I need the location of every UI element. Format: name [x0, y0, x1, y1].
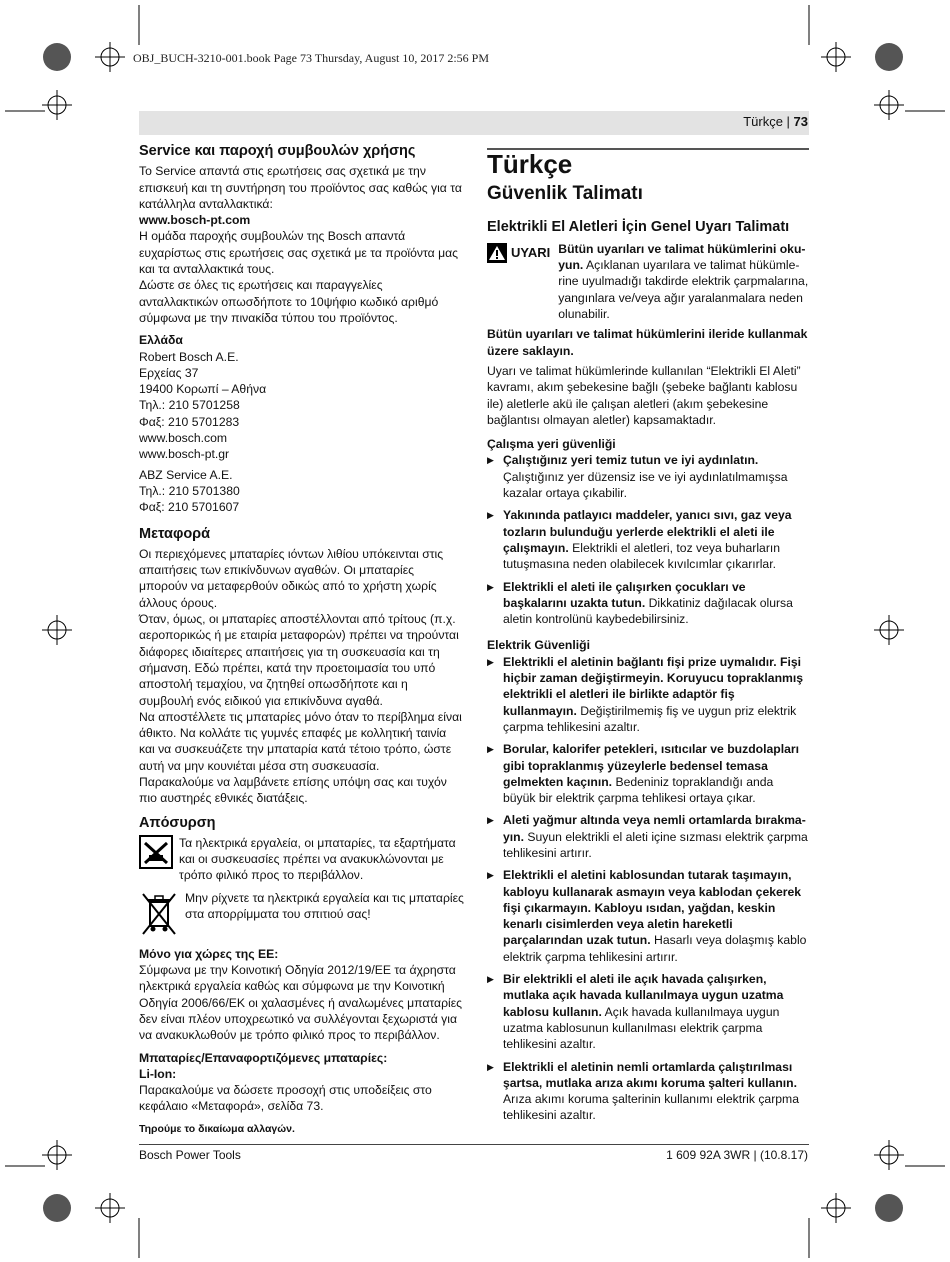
transport-paragraph-3: Να αποστέλλετε τις μπαταρίες μόνο όταν το περίβλημα είναι άθικτο. Να κολλάτε τις γυμνές επαφές με κολλητική ταινία και να συσκευάζετε την μπαταρία κατά τέτοιο τρόπο, ώστε αυτή να μην κουνιέται μέσα στη συσκευασία.: [139, 709, 462, 773]
electrical-heading: Elektrik Güvenliği: [487, 638, 590, 653]
warning-label: [487, 243, 550, 263]
warning-bold: Bütün uyarıları ve talimat hükümlerini okuyun.: [558, 241, 806, 273]
eu-title: Μόνο για χώρες της ΕΕ:: [139, 946, 279, 961]
rights-reserved: Τηρούμε το δικαίωμα αλλαγών.: [139, 1122, 295, 1135]
list-item: ▶ Aleti yağmur altında veya nemli ortamlarda bırakmayın. Suyun elektrikli el aleti içine sızması elektrik çarpma tehlikesini artırır.: [487, 812, 809, 861]
list-item: ▶ Yakınında patlayıcı maddeler, yanıcı sıvı, gaz veya tozların bulunduğu yerlerde elektrikli el aleti ile çalışmayın. Elektrikli el aletleri, toz veya buharların tutuşmasına neden olabilecek kıvılcımlar çıkarırlar.: [487, 507, 809, 572]
li-ion-label: Li-Ion:: [139, 1066, 177, 1081]
footer-left: Bosch Power Tools: [139, 1148, 241, 1162]
disposal-paragraph-1: Τα ηλεκτρικά εργαλεία, οι μπαταρίες, τα εξαρτήματα και οι συσκευασίες πρέπει να ανακυκλώνονται με τρόπο φιλικό προς το περιβάλλον.: [179, 835, 456, 883]
country-heading: Ελλάδα: [139, 333, 183, 348]
workarea-list: [487, 452, 809, 627]
transport-paragraph-2: Όταν, όμως, οι μπαταρίες αποστέλλονται από τρίτους (π.χ. αεροπορικώς ή με εταιρία μεταφορών) πρέπει να τηρούνται διάφορες ιδιαίτερες απαιτήσεις για τη συσκευασία και τη σήμανση. Εδώ πρέπει, κατά την προετοιμασία του υπό αποστολή τεμαχίου, να ζητηθεί οπωσδήποτε και η συμβουλή ενός ειδικού για επικίνδυνα αγαθά.: [139, 612, 459, 708]
running-header: [743, 114, 808, 129]
address-line: Τηλ.: 210 5701258: [139, 398, 240, 413]
header-bar: [139, 111, 809, 135]
eu-paragraph: Σύμφωνα με την Κοινοτική Οδηγία 2012/19/ΕΕ τα άχρηστα ηλεκτρικά εργαλεία καθώς και σύμφωνα με την Κοινοτική Οδηγία 2006/66/ΕΚ οι χαλασμένες ή αναλωμένες μπαταρίες δεν είναι πλέον υποχρεωτικό να συλλέγονται ξεχωριστά για να ανακυκλωθούν με τρόπο φιλικό προς το περιβάλλον.: [139, 963, 463, 1043]
service-paragraph-1: Το Service απαντά στις ερωτήσεις σας σχετικά με την επισκευή και τη συντήρηση του προϊόντος σας καθώς για τα κατάλληλα ανταλλακτικά:: [139, 164, 462, 211]
keep-instructions: Bütün uyarıları ve talimat hükümlerini ileride kullanmak üzere saklayın.: [487, 327, 808, 358]
disposal-title: Απόσυρση: [139, 814, 216, 831]
batteries-title: Μπαταρίες/Επαναφορτιζόμενες μπαταρίες:: [139, 1050, 388, 1065]
recycle-tools-icon: [139, 835, 173, 869]
header-language: Türkçe: [743, 114, 783, 129]
electrical-list: [487, 654, 809, 1124]
address-line: Φαξ: 210 5701283: [139, 414, 240, 429]
crossed-bin-icon: [139, 890, 179, 938]
weee-row: [139, 890, 464, 938]
page-number: 73: [793, 114, 808, 129]
header-separator: |: [782, 114, 794, 129]
footer-right: 1 609 92A 3WR | (10.8.17): [666, 1148, 808, 1162]
file-slug: OBJ_BUCH-3210-001.book Page 73 Thursday, August 10, 2017 2:56 PM: [133, 51, 490, 65]
address-line: Robert Bosch A.E.: [139, 349, 239, 364]
general-warning-heading: Elektrikli El Aletleri İçin Genel Uyarı Talimatı: [487, 218, 790, 235]
list-item: ▶ Elektrikli el aletini kablosundan tutarak taşımayın, kabloyu kullanarak asmayın veya kablodan çekerek fişi çıkarmayın. Kabloyu ısıdan, yağdan, keskin kenarlı cisimlerden veya aletin hareketli parçalarından uzak tutun. Hasarlı veya dolaşmış kablo elektrik çarpma tehlikesini artırır.: [487, 867, 809, 965]
address-line: www.bosch-pt.gr: [139, 447, 230, 462]
warning-word: UYARI: [511, 244, 551, 260]
list-item: ▶ Elektrikli el aleti ile çalışırken çocukları ve başkalarını uzakta tutun. Dikkatiniz dağılacak olursa aletin kontrolünü kaybedebilirsiniz.: [487, 579, 809, 628]
recycle-row: [139, 835, 464, 884]
address-line: Τηλ.: 210 5701380: [139, 483, 240, 498]
disposal-paragraph-2: Μην ρίχνετε τα ηλεκτρικά εργαλεία και τις μπαταρίες στα απορρίμματα του σπιτιού σας!: [185, 890, 464, 922]
service-url[interactable]: www.bosch-pt.com: [139, 213, 251, 228]
transport-title: Μεταφορά: [139, 525, 211, 542]
warning-triangle-icon: [487, 243, 507, 263]
address-line: ABZ Service A.E.: [139, 467, 233, 482]
transport-paragraph-1: Οι περιεχόμενες μπαταρίες ιόντων λιθίου υπόκεινται στις απαιτήσεις των επικίνδυνων αγαθών. Οι μπαταρίες μπορούν να μεταφερθούν οδικώς από το χρήστη χωρίς άλλους όρους.: [139, 546, 444, 610]
warning-text: Açıklanan uyarılara ve talimat hükümlerine uyulmadığı takdirde elektrik çarpmalarına, yangınlara ve/veya ağır yaralanmalara neden olunabilir.: [558, 258, 809, 322]
address-line: www.bosch.com: [139, 431, 228, 446]
safety-heading: Güvenlik Talimatı: [487, 183, 643, 205]
term-paragraph: Uyarı ve talimat hükümlerinde kullanılan “Elektrikli El Aleti” kavramı, akım şebekesine bağlı (şebeke bağlantı kablosu ile) aletlerle akü ile çalışan aletleri (akım şebekesine bağlantısı olmayan aletler) kapsamaktadır.: [487, 363, 801, 427]
list-item: ▶ Borular, kalorifer petekleri, ısıtıcılar ve buzdolapları gibi topraklanmış yüzeylerle bedensel temasa gelmekten kaçının. Bedeniniz topraklandığı anda büyük bir elektrik çarpma tehlikesi ortaya çıkar.: [487, 741, 809, 806]
left-column: [139, 143, 464, 1137]
workarea-heading: Çalışma yeri güvenliği: [487, 437, 616, 452]
service-paragraph-2: Η ομάδα παροχής συμβουλών της Bosch απαντά ευχαρίστως στις ερωτήσεις σας σχετικά με τα προϊόντα μας και τα ανταλλακτικά τους.: [139, 229, 459, 277]
address-line: Ερχείας 37: [139, 365, 199, 380]
language-title: Türkçe: [487, 148, 809, 172]
list-item: ▶ Bir elektrikli el aleti ile açık havada çalışırken, mutlaka açık havada kullanılmaya uygun uzatma kablosu kullanın. Açık havada kullanılmaya uygun uzatma kablosunun kullanılması elektrik çarpma tehlikesini azaltır.: [487, 971, 809, 1052]
address-line: Φαξ: 210 5701607: [139, 500, 240, 515]
list-item: ▶ Çalıştığınız yeri temiz tutun ve iyi aydınlatın. Çalıştığınız yer düzensiz ise ve iyi aydınlatılmamışsa kazalar ortaya çıkabilir.: [487, 452, 809, 501]
address-line: 19400 Κορωπί – Αθήνα: [139, 382, 267, 397]
footer-rule: [139, 1144, 809, 1145]
list-item: ▶ Elektrikli el aletinin nemli ortamlarda çalıştırılması şartsa, mutlaka arıza akımı koruma şalteri kullanın. Arıza akımı koruma şalterinin kullanımı elektrik çarpma tehlikesini azaltır.: [487, 1059, 809, 1124]
list-item: ▶ Elektrikli el aletinin bağlantı fişi prize uymalıdır. Fişi hiçbir zaman değiştirmeyin. Koruyucu topraklanmış elektrikli el aletleri ile birlikte adaptör fiş kullanmayın. Değiştirilmemiş fiş ve uygun priz elektrik çarpma tehlikesini azaltır.: [487, 654, 809, 735]
transport-paragraph-4: Παρακαλούμε να λαμβάνετε επίσης υπόψη σας και τυχόν πιο αυστηρές εθνικές διατάξεις.: [139, 774, 447, 806]
service-title: Service και παροχή συμβουλών χρήσης: [139, 143, 416, 159]
batteries-paragraph: Παρακαλούμε να δώσετε προσοχή στις υποδείξεις στο κεφάλαιο «Μεταφορά», σελίδα 73.: [139, 1083, 432, 1114]
warning-block: [487, 241, 809, 322]
service-paragraph-3: Δώστε σε όλες τις ερωτήσεις και παραγγελίες ανταλλακτικών οπωσδήποτε το 10ψήφιο κωδικό αριθμό σύμφωνα με την πινακίδα τύπου του προϊόντος.: [139, 278, 439, 325]
right-column: [487, 148, 809, 1130]
